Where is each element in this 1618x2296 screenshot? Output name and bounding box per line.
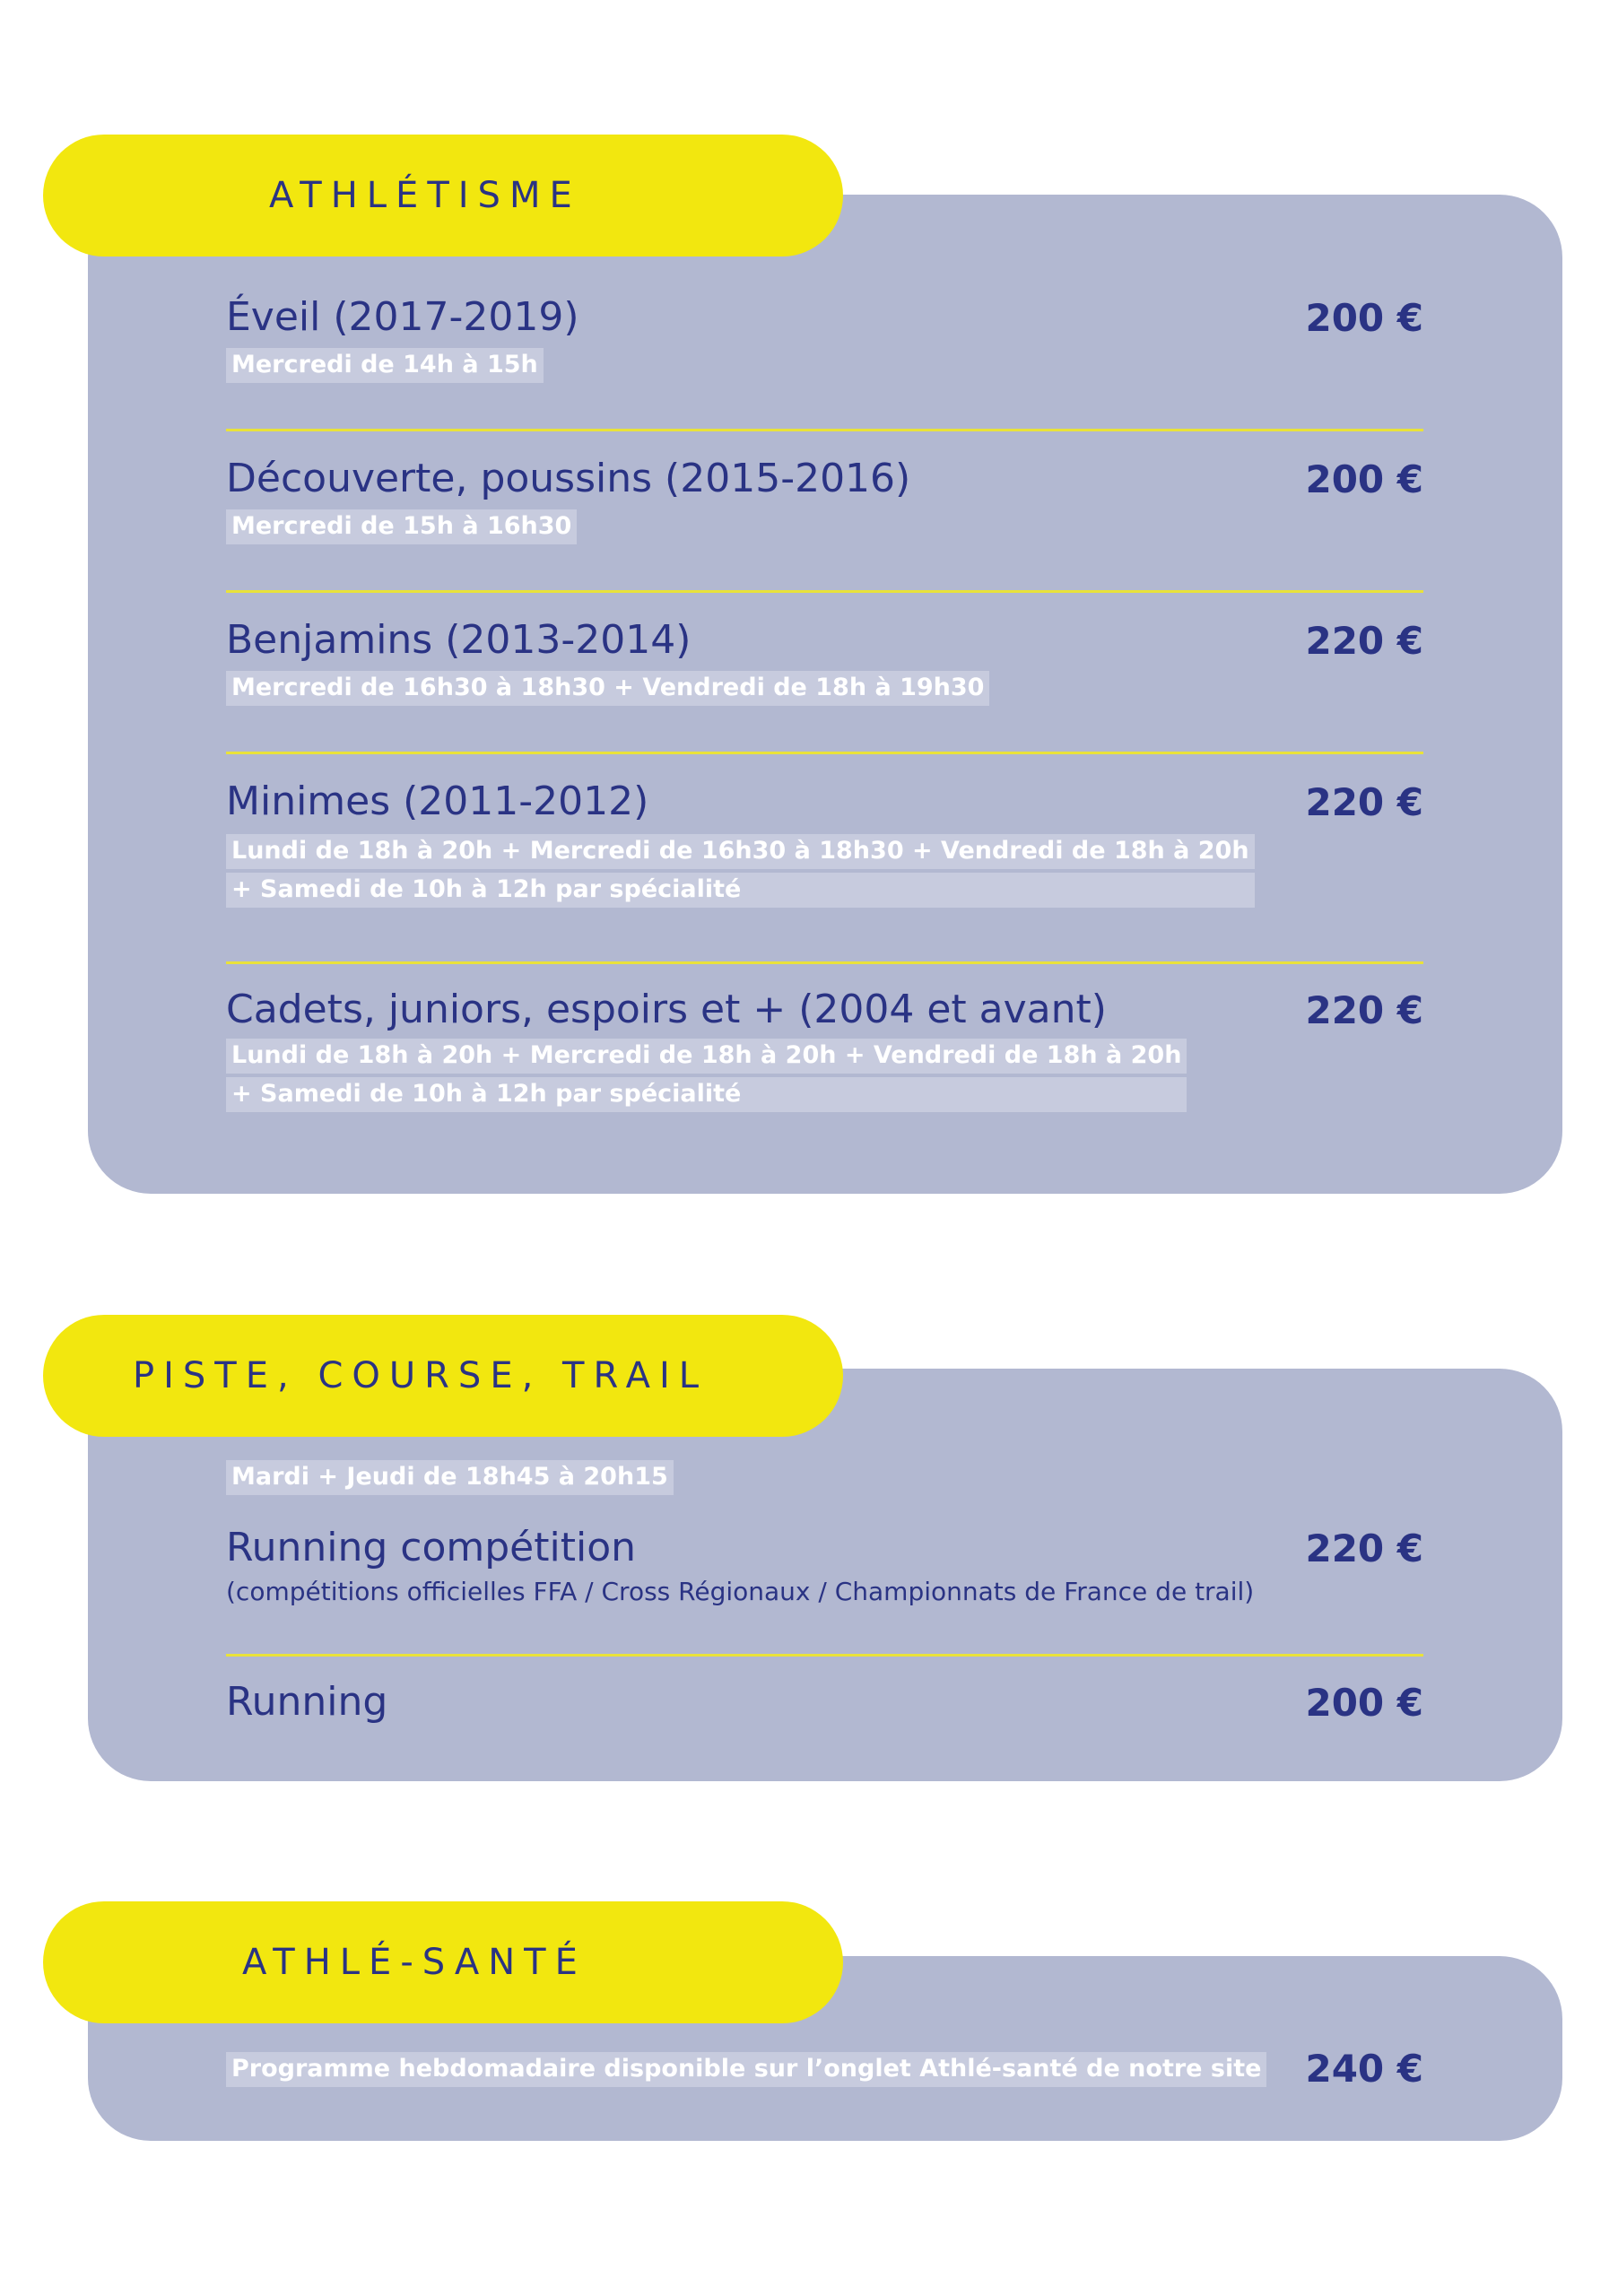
category-title: Running compétition [226, 1525, 637, 1570]
price: 220 € [1305, 988, 1423, 1032]
schedule-line: Mercredi de 16h30 à 18h30 + Vendredi de 18h à 19h30 [226, 671, 989, 706]
price: 220 € [1305, 619, 1423, 663]
divider [226, 1654, 1423, 1657]
program-info: Programme hebdomadaire disponible sur l’onglet Athlé-santé de notre site [226, 2052, 1266, 2087]
price: 200 € [1305, 457, 1423, 501]
price: 220 € [1305, 780, 1423, 824]
schedule [226, 671, 989, 709]
category-note: (compétitions officielles FFA / Cross Régionaux / Championnats de France de trail) [226, 1577, 1255, 1606]
category-title: Éveil (2017-2019) [226, 294, 579, 340]
divider [226, 429, 1423, 431]
section-title: PISTE, COURSE, TRAIL [133, 1355, 709, 1396]
category-title: Minimes (2011-2012) [226, 778, 649, 824]
price: 200 € [1305, 296, 1423, 340]
section-title: ATHLÉ-SANTÉ [242, 1942, 587, 1983]
category-title: Benjamins (2013-2014) [226, 617, 692, 663]
schedule-line: Mardi + Jeudi de 18h45 à 20h15 [226, 1460, 674, 1495]
price: 240 € [1305, 2047, 1423, 2091]
schedule-line: Lundi de 18h à 20h + Mercredi de 16h30 à 18h30 + Vendredi de 18h à 20h [226, 834, 1255, 869]
divider [226, 752, 1423, 754]
divider [226, 590, 1423, 593]
divider [226, 961, 1423, 964]
schedule [226, 1039, 1187, 1116]
schedule [226, 348, 544, 387]
schedule-line: Mercredi de 15h à 16h30 [226, 509, 577, 544]
schedule-line: + Samedi de 10h à 12h par spécialité [226, 873, 1255, 908]
schedule-line: + Samedi de 10h à 12h par spécialité [226, 1077, 1187, 1112]
category-title: Running [226, 1679, 388, 1725]
schedule [226, 834, 1255, 911]
piste-header [43, 1315, 843, 1437]
schedule [226, 509, 577, 548]
schedule-line: Lundi de 18h à 20h + Mercredi de 18h à 20h + Vendredi de 18h à 20h [226, 1039, 1187, 1074]
schedule-row [226, 1460, 1423, 1495]
price: 220 € [1305, 1526, 1423, 1570]
category-title: Découverte, poussins (2015-2016) [226, 456, 911, 501]
athletisme-header [43, 135, 843, 257]
price: 200 € [1305, 1681, 1423, 1725]
schedule-line: Mercredi de 14h à 15h [226, 348, 544, 383]
category-title: Cadets, juniors, espoirs et + (2004 et avant) [226, 987, 1107, 1032]
section-title: ATHLÉTISME [269, 175, 581, 216]
athle-sante-header [43, 1901, 843, 2023]
